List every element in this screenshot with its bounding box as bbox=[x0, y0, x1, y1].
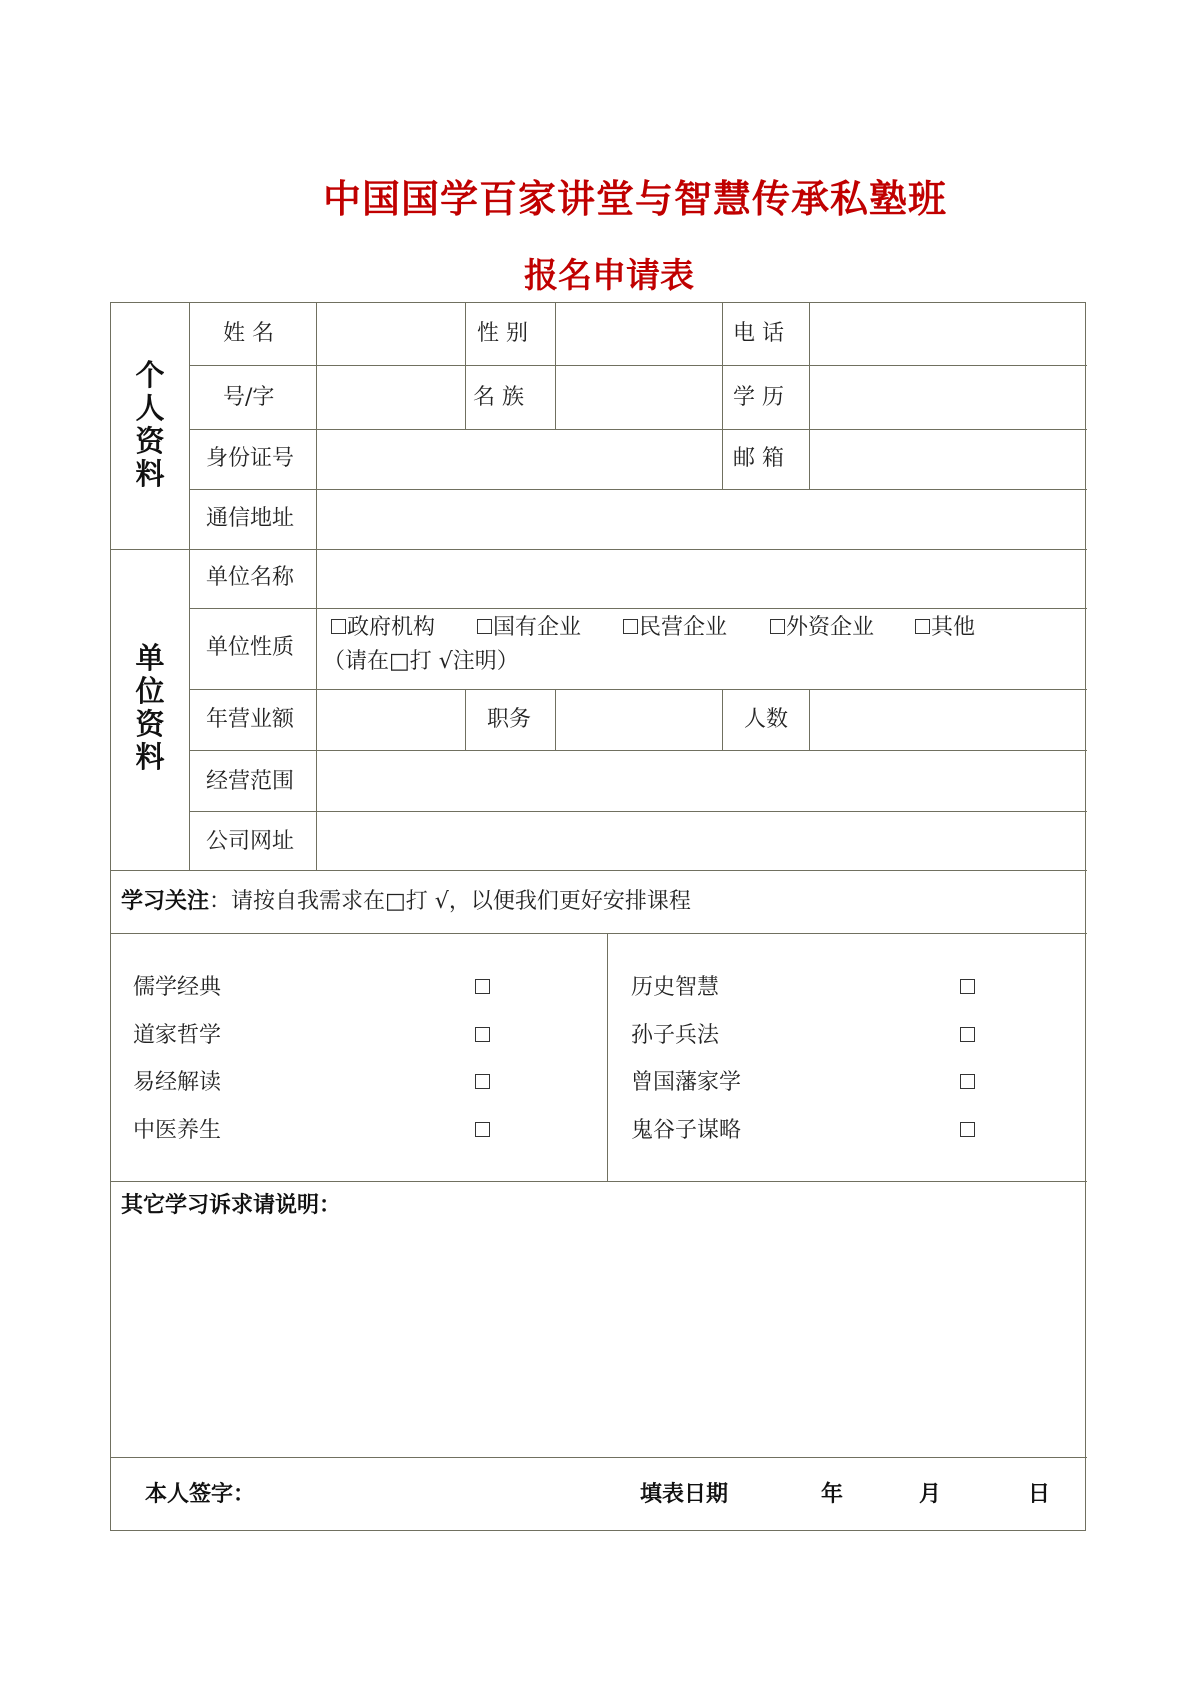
course-label: 孙子兵法 bbox=[631, 1023, 720, 1048]
position-field[interactable] bbox=[557, 691, 721, 749]
course-label: 曾国藩家学 bbox=[631, 1070, 742, 1095]
course-checkbox[interactable] bbox=[960, 1122, 975, 1137]
form-subtitle: 报名申请表 bbox=[524, 256, 694, 296]
row-divider bbox=[190, 608, 1087, 609]
company-type-option: 其他 bbox=[931, 615, 976, 640]
position-label: 职务 bbox=[487, 707, 532, 732]
ethnicity-field[interactable] bbox=[557, 367, 721, 427]
company-type-option: 外资企业 bbox=[786, 615, 875, 640]
study-focus-prompt bbox=[121, 891, 691, 913]
other-requests-label: 其它学习诉求请说明： bbox=[121, 1193, 342, 1218]
course-checkbox[interactable] bbox=[475, 1027, 490, 1042]
course-label: 易经解读 bbox=[133, 1070, 222, 1095]
phone-field[interactable] bbox=[811, 305, 1085, 363]
name-label: 姓 名 bbox=[223, 321, 274, 346]
study-focus-heading: 学习关注 bbox=[121, 889, 210, 914]
course-label: 中医养生 bbox=[133, 1118, 222, 1143]
column-divider bbox=[722, 303, 723, 489]
website-label: 公司网址 bbox=[206, 829, 295, 854]
gender-field[interactable] bbox=[557, 305, 721, 363]
address-field[interactable] bbox=[318, 491, 1085, 547]
signature-label: 本人签字： bbox=[145, 1482, 256, 1507]
column-divider bbox=[189, 303, 190, 870]
section-divider bbox=[111, 933, 1087, 934]
section-divider bbox=[111, 1457, 1087, 1458]
fill-date-label: 填表日期 bbox=[640, 1482, 729, 1507]
column-divider bbox=[722, 689, 723, 750]
course-label: 历史智慧 bbox=[631, 975, 720, 1000]
course-checkbox[interactable] bbox=[960, 1027, 975, 1042]
alias-field[interactable] bbox=[318, 367, 464, 427]
course-checkbox[interactable] bbox=[960, 979, 975, 994]
company-type-option: 国有企业 bbox=[493, 615, 582, 640]
gender-label: 性 别 bbox=[477, 321, 528, 346]
column-divider bbox=[465, 303, 466, 429]
company-type-option: 民营企业 bbox=[639, 615, 728, 640]
date-month: 月 bbox=[919, 1482, 942, 1507]
other-requests-field[interactable] bbox=[113, 1223, 1085, 1455]
id-number-label: 身份证号 bbox=[206, 446, 295, 471]
section-divider bbox=[111, 1181, 1087, 1182]
email-label: 邮 箱 bbox=[733, 446, 784, 471]
phone-label: 电 话 bbox=[733, 321, 784, 346]
checkbox[interactable] bbox=[770, 619, 785, 634]
checkbox[interactable] bbox=[915, 619, 930, 634]
email-field[interactable] bbox=[811, 431, 1085, 487]
name-field[interactable] bbox=[318, 305, 464, 363]
education-field[interactable] bbox=[811, 367, 1085, 427]
course-label: 道家哲学 bbox=[133, 1023, 222, 1048]
business-scope-field[interactable] bbox=[318, 752, 1085, 810]
address-label: 通信地址 bbox=[206, 506, 295, 531]
section-divider bbox=[111, 870, 1087, 871]
website-field[interactable] bbox=[318, 813, 1085, 869]
company-section-label: 单 位 资 料 bbox=[135, 641, 165, 774]
company-type-note: （请在□打 √注明） bbox=[323, 649, 519, 674]
date-day: 日 bbox=[1028, 1482, 1051, 1507]
course-checkbox[interactable] bbox=[960, 1074, 975, 1089]
course-checkbox[interactable] bbox=[475, 1122, 490, 1137]
signature-field[interactable] bbox=[261, 1473, 601, 1519]
company-type-option: 政府机构 bbox=[347, 615, 436, 640]
course-label: 儒学经典 bbox=[133, 975, 222, 1000]
revenue-label: 年营业额 bbox=[206, 707, 295, 732]
company-type-label: 单位性质 bbox=[206, 635, 295, 660]
application-form bbox=[110, 302, 1086, 1531]
column-divider bbox=[465, 689, 466, 750]
ethnicity-label: 名 族 bbox=[473, 385, 524, 410]
course-checkbox[interactable] bbox=[475, 1074, 490, 1089]
study-focus-instruction: ：请按自我需求在□打 √，以便我们更好安排课程 bbox=[209, 889, 691, 914]
checkbox[interactable] bbox=[477, 619, 492, 634]
revenue-field[interactable] bbox=[318, 691, 464, 749]
company-name-field[interactable] bbox=[318, 551, 1085, 607]
column-divider bbox=[607, 933, 608, 1181]
alias-label: 号/字 bbox=[223, 385, 275, 410]
date-year: 年 bbox=[821, 1482, 844, 1507]
business-scope-label: 经营范围 bbox=[206, 769, 295, 794]
checkbox[interactable] bbox=[623, 619, 638, 634]
id-number-field[interactable] bbox=[318, 431, 721, 487]
company-name-label: 单位名称 bbox=[206, 565, 295, 590]
checkbox[interactable] bbox=[331, 619, 346, 634]
education-label: 学 历 bbox=[733, 385, 784, 410]
course-checkbox[interactable] bbox=[475, 979, 490, 994]
headcount-label: 人数 bbox=[744, 707, 789, 732]
headcount-field[interactable] bbox=[811, 691, 1085, 749]
course-label: 鬼谷子谋略 bbox=[631, 1118, 742, 1143]
form-title: 中国国学百家讲堂与智慧传承私塾班 bbox=[322, 176, 947, 221]
personal-section-label: 个 人 资 料 bbox=[135, 358, 165, 491]
